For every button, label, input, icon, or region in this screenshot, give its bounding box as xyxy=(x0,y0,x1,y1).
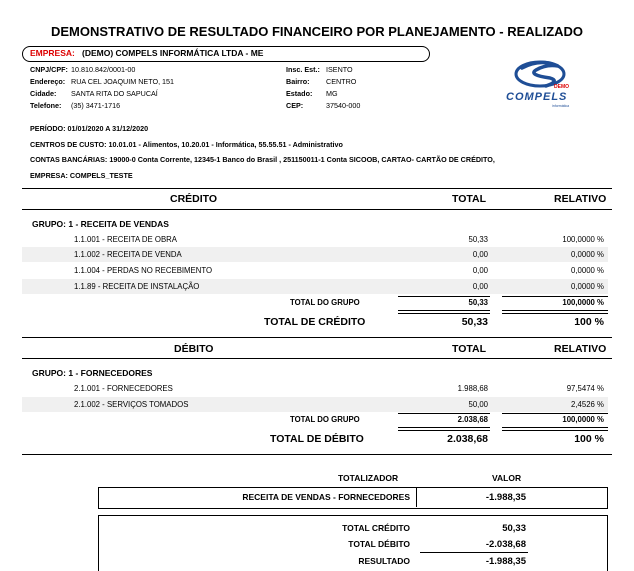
credito-total-rel: 100 % xyxy=(574,316,604,328)
row-label: 1.1.004 - PERDAS NO RECEBIMENTO xyxy=(74,266,213,275)
debito-total-grupo-rel: 100,0000 % xyxy=(562,415,604,424)
row-relativo: 0,0000 % xyxy=(571,282,604,291)
endereco-value: RUA CEL JOAQUIM NETO, 151 xyxy=(71,77,175,86)
table-row xyxy=(22,263,608,278)
cep-label: CEP: xyxy=(286,101,304,110)
logo-demo: DEMO xyxy=(554,84,569,90)
periodo-line: PERÍODO: 01/01/2020 A 31/12/2020 xyxy=(30,124,149,133)
bairro-value: CENTRO xyxy=(326,77,357,86)
total-debito-label: TOTAL DÉBITO xyxy=(348,539,410,549)
debito-double-rule-rel xyxy=(502,427,608,431)
debito-total-grupo: 2.038,68 xyxy=(457,415,488,424)
debito-group: GRUPO: 1 - FORNECEDORES xyxy=(32,368,153,378)
row-label: 1.1.89 - RECEITA DE INSTALAÇÃO xyxy=(74,282,200,291)
report-title: DEMONSTRATIVO DE RESULTADO FINANCEIRO POR PLANEJAMENTO - REALIZADO xyxy=(50,24,584,39)
row-total: 1.988,68 xyxy=(457,384,488,393)
insc-value: ISENTO xyxy=(326,65,353,74)
totalizador-row-divider xyxy=(416,487,417,507)
totalizador-row-value: -1.988,35 xyxy=(485,492,526,503)
cep-value: 37540-000 xyxy=(326,101,361,110)
debito-header-rule xyxy=(22,358,612,359)
row-total: 50,00 xyxy=(468,400,488,409)
credito-double-rule-rel xyxy=(502,310,608,314)
cnpj-value: 10.810.842/0001-00 xyxy=(71,65,136,74)
estado-value: MG xyxy=(326,89,338,98)
credito-relativo-header: RELATIVO xyxy=(554,193,607,205)
totalizador-row-label: RECEITA DE VENDAS - FORNECEDORES xyxy=(242,492,410,502)
table-row xyxy=(22,279,608,294)
row-relativo: 2,4526 % xyxy=(571,400,604,409)
credito-top-rule xyxy=(22,188,612,189)
debito-total-label: TOTAL DE DÉBITO xyxy=(270,433,364,445)
credito-total-grupo-label: TOTAL DO GRUPO xyxy=(290,298,360,307)
debito-top-rule xyxy=(22,337,612,338)
row-label: 1.1.002 - RECEITA DE VENDA xyxy=(74,250,182,259)
total-debito-value: -2.038,68 xyxy=(485,539,526,550)
debito-total-header: TOTAL xyxy=(452,343,487,355)
total-credito-label: TOTAL CRÉDITO xyxy=(342,523,410,533)
table-row xyxy=(22,397,608,412)
cidade-label: Cidade: xyxy=(30,89,57,98)
row-relativo: 97,5474 % xyxy=(566,384,604,393)
telefone-label: Telefone: xyxy=(30,101,62,110)
insc-label: Insc. Est.: xyxy=(286,65,320,74)
row-label: 1.1.001 - RECEITA DE OBRA xyxy=(74,235,177,244)
debito-double-rule xyxy=(398,427,490,431)
row-relativo: 100,0000 % xyxy=(562,235,604,244)
row-label: 2.1.001 - FORNECEDORES xyxy=(74,384,173,393)
credito-total-grupo: 50,33 xyxy=(468,298,488,307)
row-label: 2.1.002 - SERVIÇOS TOMADOS xyxy=(74,400,189,409)
total-credito-value: 50,33 xyxy=(502,523,526,534)
debito-sum-rule-rel xyxy=(502,413,608,414)
table-row xyxy=(22,247,608,262)
estado-label: Estado: xyxy=(286,89,313,98)
credito-sum-rule-rel xyxy=(502,296,608,297)
row-relativo: 0,0000 % xyxy=(571,266,604,275)
debito-total: 2.038,68 xyxy=(447,433,488,445)
debito-total-grupo-label: TOTAL DO GRUPO xyxy=(290,415,360,424)
credito-header-rule xyxy=(22,209,612,210)
table-row xyxy=(22,381,608,396)
resultado-value: -1.988,35 xyxy=(485,556,526,567)
logo-text: COMPELS xyxy=(506,91,568,103)
totalizador-top-rule xyxy=(22,454,612,455)
valor-header: VALOR xyxy=(492,473,522,483)
credito-total: 50,33 xyxy=(461,316,488,328)
credito-sum-rule xyxy=(398,296,490,297)
endereco-label: Endereço: xyxy=(30,77,66,86)
cidade-value: SANTA RITA DO SAPUCAÍ xyxy=(71,89,158,98)
contas-line: CONTAS BANCÁRIAS: 19000-0 Conta Corrente, 12345-1 Banco do Brasil , 251150011-1 Conta SICOOB, CARTAO- CARTÃO DE CRÉDITO, xyxy=(30,155,495,164)
company-logo xyxy=(506,58,590,110)
debito-sum-rule xyxy=(398,413,490,414)
empresa-value: (DEMO) COMPELS INFORMÁTICA LTDA - ME xyxy=(82,48,264,58)
row-total: 50,33 xyxy=(468,235,488,244)
logo-sub: informática xyxy=(552,104,570,108)
empresa-filter-line: EMPRESA: COMPELS_TESTE xyxy=(30,171,133,180)
centros-line: CENTROS DE CUSTO: 10.01.01 - Alimentos, 10.20.01 - Informática, 55.55.51 - Administrativo xyxy=(30,140,343,149)
credito-header: CRÉDITO xyxy=(170,193,218,205)
resultado-rule xyxy=(420,552,528,553)
table-row xyxy=(22,232,608,247)
credito-total-grupo-rel: 100,0000 % xyxy=(562,298,604,307)
bairro-label: Bairro: xyxy=(286,77,310,86)
credito-total-header: TOTAL xyxy=(452,193,487,205)
row-relativo: 0,0000 % xyxy=(571,250,604,259)
row-total: 0,00 xyxy=(472,250,488,259)
credito-double-rule xyxy=(398,310,490,314)
debito-relativo-header: RELATIVO xyxy=(554,343,607,355)
empresa-label: EMPRESA: xyxy=(30,48,75,58)
row-total: 0,00 xyxy=(472,282,488,291)
debito-total-rel: 100 % xyxy=(574,433,604,445)
debito-header: DÉBITO xyxy=(174,343,214,355)
resultado-label: RESULTADO xyxy=(358,556,410,566)
totalizador-header: TOTALIZADOR xyxy=(338,473,399,483)
credito-total-label: TOTAL DE CRÉDITO xyxy=(264,316,366,328)
telefone-value: (35) 3471-1716 xyxy=(71,101,121,110)
credito-group: GRUPO: 1 - RECEITA DE VENDAS xyxy=(32,219,169,229)
row-total: 0,00 xyxy=(472,266,488,275)
cnpj-label: CNPJ/CPF: xyxy=(30,65,68,74)
